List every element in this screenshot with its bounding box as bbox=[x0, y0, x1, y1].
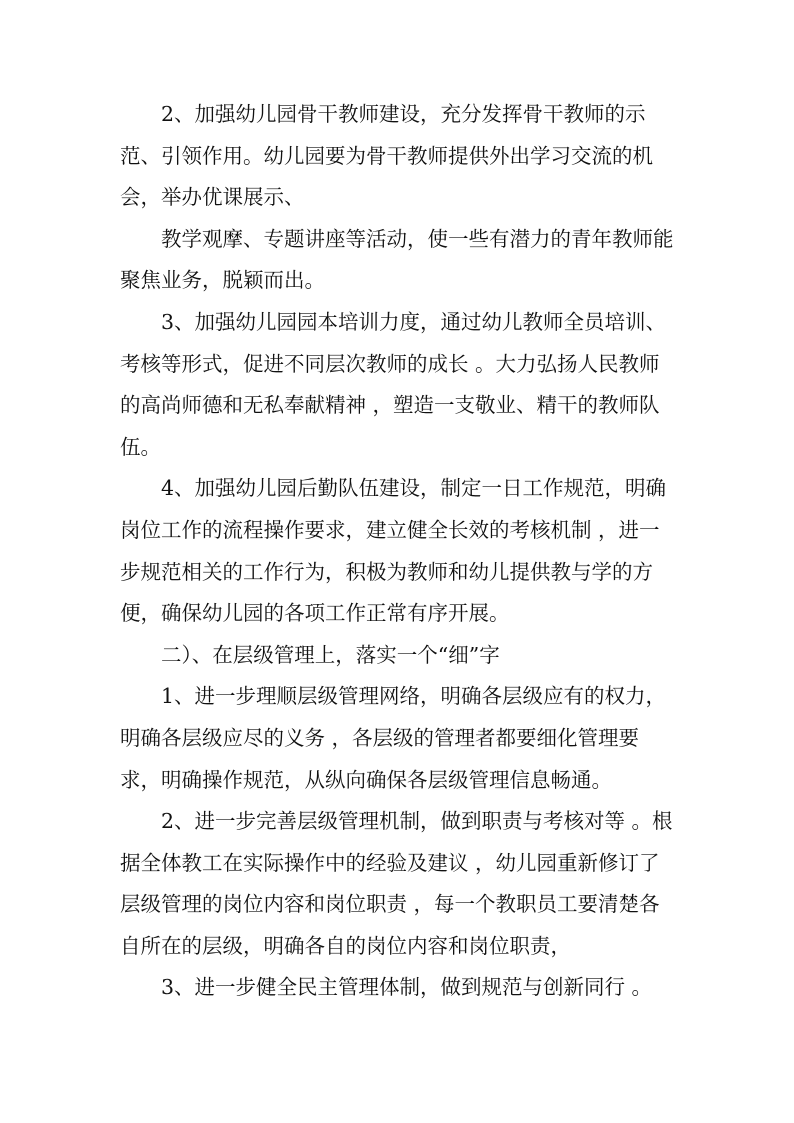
document-body bbox=[120, 94, 676, 1009]
section-heading-level-management: 二）、在层级管理上，落实一个“细”字 bbox=[161, 642, 500, 667]
paragraph-management-mechanism: 2、进一步完善层级管理机制，做到职责与考核对等 。根据全体教工在实际操作中的经验及建议 ，幼儿园重新修订了层级管理的岗位内容和岗位职责 ，每一个教职员工要清楚各自所在的层级，明确各自的岗位内容和岗位职责， bbox=[120, 809, 673, 958]
paragraph-management-network: 1、进一步理顺层级管理网络，明确各层级应有的权力，明确各层级应尽的义务 ，各层级的管理者都要细化管理要求，明确操作规范，从纵向确保各层级管理信息畅通。 bbox=[120, 684, 667, 792]
paragraph-democratic-management: 3、进一步健全民主管理体制，做到规范与创新同行 。 bbox=[161, 975, 653, 1000]
paragraph-logistics-team: 4、加强幼儿园后勤队伍建设，制定一日工作规范，明确岗位工作的流程操作要求，建立健全长效的考核机制 ，进一步规范相关的工作行为，积极为教师和幼儿提供教与学的方便，确保幼儿园的各项工作正常有序开展。 bbox=[120, 476, 667, 626]
paragraph-teaching-observation: 教学观摩、专题讲座等活动，使一些有潜力的青年教师能聚焦业务，脱颖而出。 bbox=[120, 226, 674, 293]
paragraph-school-training: 3、加强幼儿园园本培训力度，通过幼儿教师全员培训、考核等形式，促进不同层次教师的成长 。大力弘扬人民教师的高尚师德和无私奉献精神 ，塑造一支敬业、精干的教师队伍。 bbox=[120, 309, 667, 459]
paragraph-backbone-teachers: 2、加强幼儿园骨干教师建设，充分发挥骨干教师的示范、引领作用。幼儿园要为骨干教师提供外出学习交流的机会，举办优课展示、 bbox=[120, 102, 653, 210]
